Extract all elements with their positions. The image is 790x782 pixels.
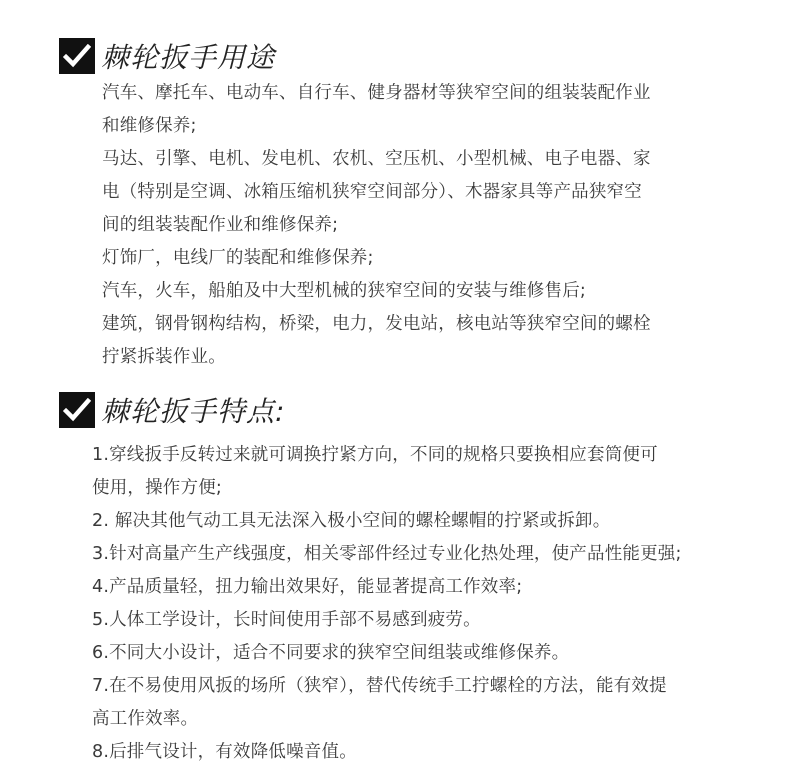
feature-line: 7.在不易使用风扳的场所（狭窄），替代传统手工拧螺栓的方法，能有效提 [92, 676, 667, 696]
checkmark-icon [59, 38, 95, 74]
usage-line: 马达、引擎、电机、发电机、农机、空压机、小型机械、电子电器、家 [102, 149, 651, 169]
features-heading [59, 391, 285, 429]
feature-line: 3.针对高量产生产线强度，相关零部件经过专业化热处理，使产品性能更强; [92, 544, 682, 564]
usage-line: 汽车，火车，船舶及中大型机械的狭窄空间的安装与维修售后; [102, 281, 586, 301]
feature-line: 6.不同大小设计，适合不同要求的狭窄空间组装或维修保养。 [92, 643, 570, 663]
usage-line: 拧紧拆装作业。 [102, 347, 226, 367]
feature-line: 2. 解决其他气动工具无法深入极小空间的螺栓螺帽的拧紧或拆卸。 [92, 511, 611, 531]
feature-line: 4.产品质量轻，扭力输出效果好，能显著提高工作效率; [92, 577, 523, 597]
usage-line: 灯饰厂，电线厂的装配和维修保养; [102, 248, 374, 268]
usage-line: 建筑，钢骨钢构结构，桥梁，电力，发电站，核电站等狭窄空间的螺栓 [102, 314, 651, 334]
usage-line: 间的组装装配作业和维修保养; [102, 215, 339, 235]
checkmark-icon [59, 392, 95, 428]
usage-heading [59, 37, 275, 75]
feature-line: 1.穿线扳手反转过来就可调换拧紧方向，不同的规格只要换相应套筒便可 [92, 445, 658, 465]
features-title: 棘轮扳手特点: [101, 395, 286, 428]
usage-line: 和维修保养; [102, 116, 197, 136]
feature-line: 高工作效率。 [92, 709, 199, 729]
feature-line: 使用，操作方便; [92, 478, 222, 498]
usage-line: 电（特别是空调、冰箱压缩机狭窄空间部分）、木器家具等产品狭窄空 [102, 182, 642, 202]
feature-line: 5.人体工学设计，长时间使用手部不易感到疲劳。 [92, 610, 481, 630]
usage-title: 棘轮扳手用途 [101, 41, 276, 74]
usage-line: 汽车、摩托车、电动车、自行车、健身器材等狭窄空间的组装装配作业 [102, 83, 651, 103]
feature-line: 8.后排气设计，有效降低噪音值。 [92, 742, 357, 762]
